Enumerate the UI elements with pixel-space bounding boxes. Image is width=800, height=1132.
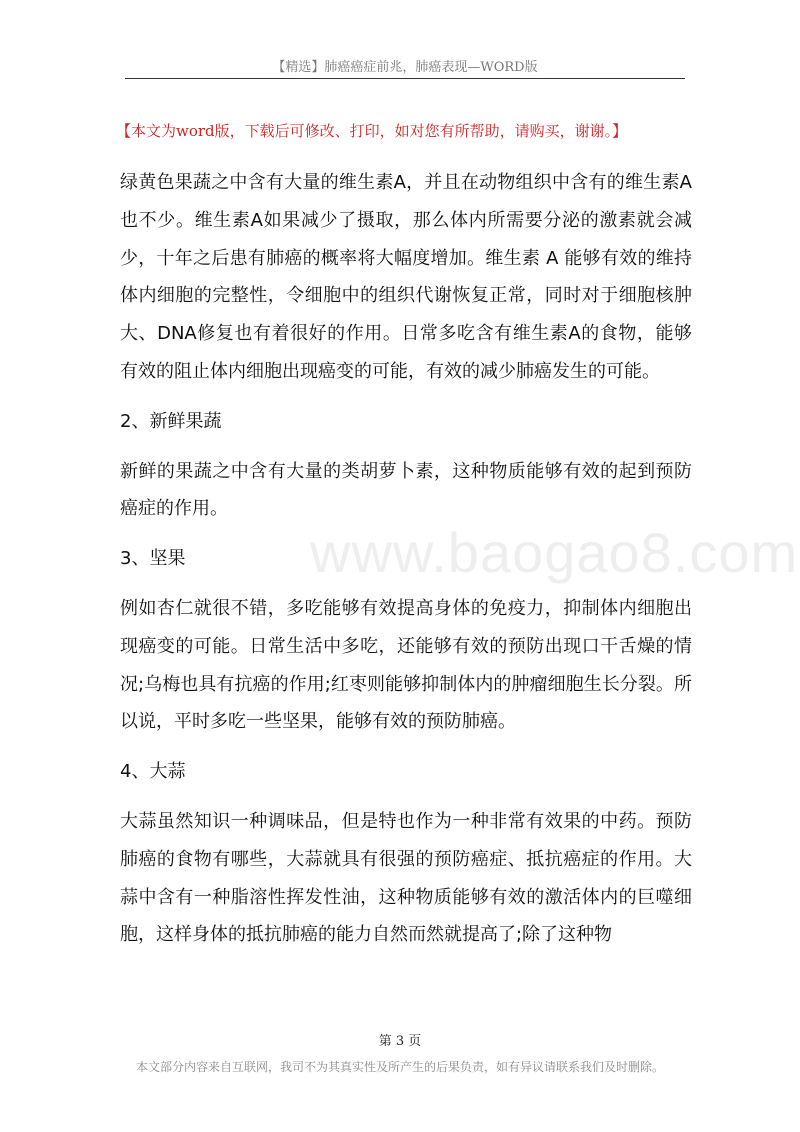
page-header-title: 【精选】肺癌癌症前兆，肺癌表现—WORD版 [272,60,538,75]
section-heading-garlic: 4、大蒜 [120,761,186,783]
footer-disclaimer: 本文部分内容来自互联网，我司不为其真实性及所产生的后果负责，如有异议请联系我们及时删除。 [135,1060,664,1074]
paragraph-fresh-produce: 新鲜的果蔬之中含有大量的类胡萝卜素，这种物质能够有效的起到预防癌症的作用。 [120,460,692,520]
header-divider [125,78,685,79]
paragraph-garlic: 大蒜虽然知识一种调味品，但是特也作为一种非常有效果的中药。预防肺癌的食物有哪些，大蒜就具有很强的预防癌症、抵抗癌症的作用。大蒜中含有一种脂溶性挥发性油，这种物质能够有效的激活体内的巨噬细胞，这样身体的抵抗肺癌的能力自然而然就提高了;除了这种物 [120,810,692,946]
word-version-notice: 【本文为word版，下载后可修改、打印，如对您有所帮助，请购买，谢谢。】 [116,122,628,140]
watermark-text: www.baogao8.com [310,521,799,584]
page-number: 第 3 页 [378,1034,422,1049]
paragraph-nuts: 例如杏仁就很不错，多吃能够有效提高身体的免疫力，抑制体内细胞出现癌变的可能。日常生活中多吃，还能够有效的预防出现口干舌燥的情况;乌梅也具有抗癌的作用;红枣则能够抑制体内的肿瘤细胞生长分裂。所以说，平时多吃一些坚果，能够有效的预防肺癌。 [120,597,692,733]
document-body [120,164,692,966]
section-heading-nuts: 3、坚果 [120,548,186,570]
paragraph-vitamin-a: 绿黄色果蔬之中含有大量的维生素A，并且在动物组织中含有的维生素A也不少。维生素A如果减少了摄取，那么体内所需要分泌的激素就会减少，十年之后患有肺癌的概率将大幅度增加。维生素 A 能够有效的维持体内细胞的完整性，令细胞中的组织代谢恢复正常，同时对于细胞核肿大、DNA修复也有着很好的作用。日常多吃含有维生素A的食物，能够有效的阻止体内细胞出现癌变的可能，有效的减少肺癌发生的可能。 [120,172,692,382]
section-heading-fresh-produce: 2、新鲜果蔬 [120,410,222,432]
